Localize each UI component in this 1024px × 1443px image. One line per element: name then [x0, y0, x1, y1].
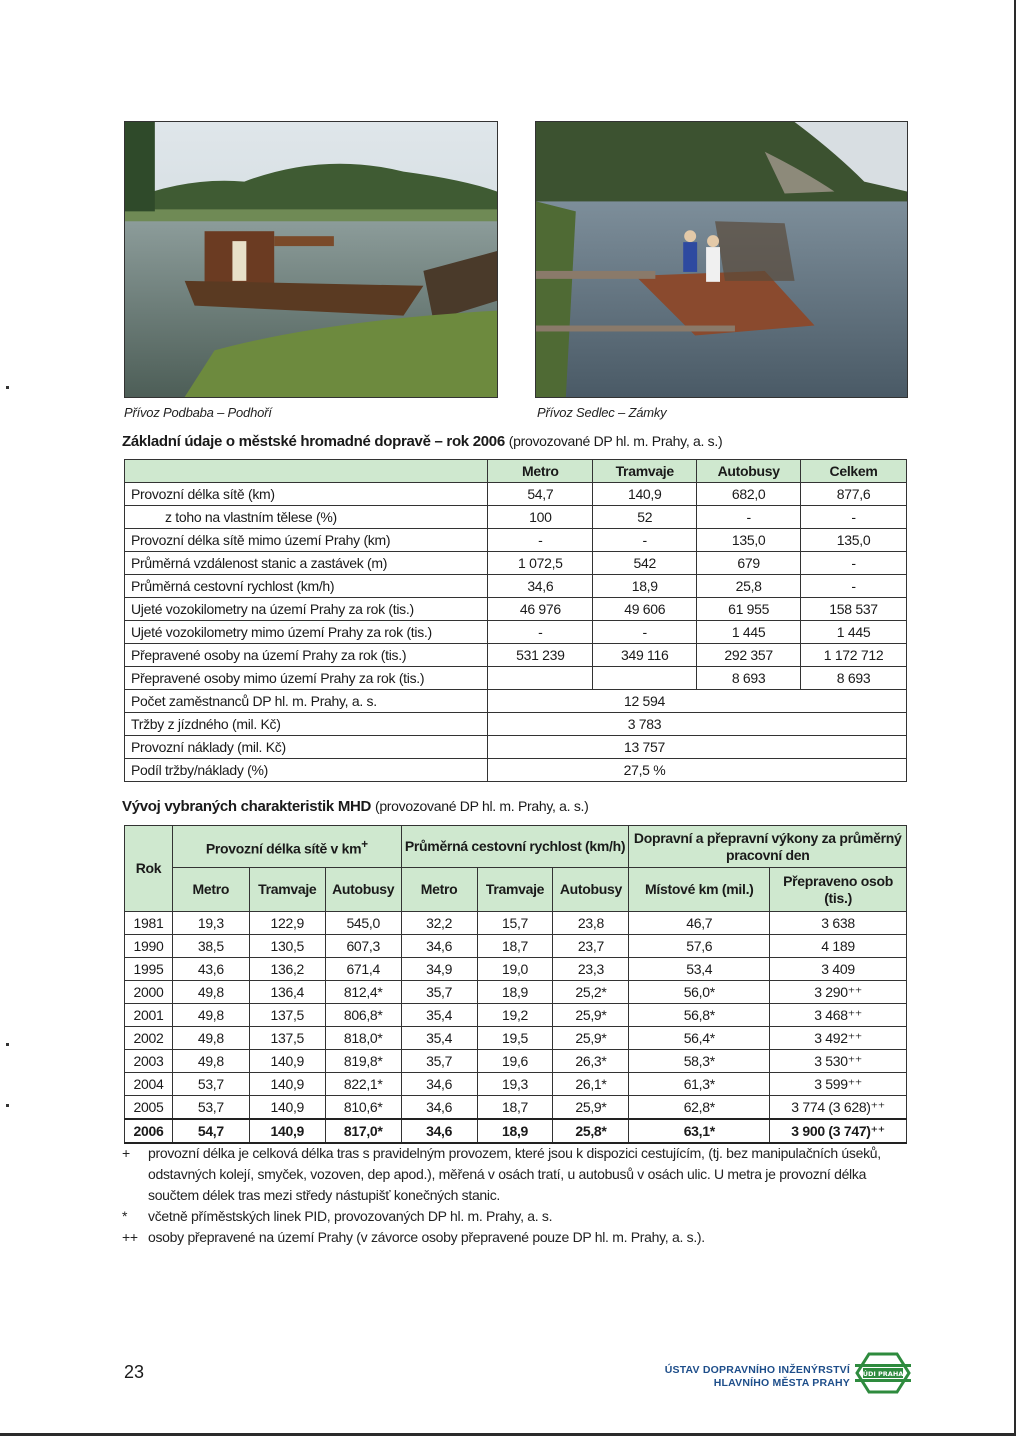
table-cell-merged: 13 757 — [488, 736, 801, 759]
table-cell-merged: 12 594 — [488, 690, 801, 713]
row-label: z toho na vlastním tělese (%) — [125, 506, 488, 529]
footnote-text: osoby přepravené na území Prahy (v závorce osoby přepravené pouze DP hl. m. Prahy, a. s.). — [148, 1229, 705, 1245]
organization-line-2: HLAVNÍHO MĚSTA PRAHY — [713, 1377, 850, 1389]
table-cell: 3 638 — [770, 912, 907, 935]
plus-marker: + — [361, 837, 368, 851]
table-cell: 607,3 — [325, 935, 401, 958]
table-cell: - — [801, 575, 907, 598]
table-cell: 38,5 — [172, 935, 249, 958]
scan-mark — [6, 1043, 9, 1046]
mhd-history-table — [124, 825, 907, 1144]
table-row — [125, 529, 907, 552]
table-cell-empty — [801, 759, 907, 782]
table-cell: 19,0 — [477, 958, 553, 981]
table-cell: 137,5 — [249, 1027, 325, 1050]
table-cell: 18,7 — [477, 935, 553, 958]
subheader: Metro — [401, 868, 477, 912]
logo-text: ÚDI PRAHA — [862, 1370, 904, 1378]
table-row — [125, 1027, 907, 1050]
subheader: Tramvaje — [249, 868, 325, 912]
table-cell: 34,6 — [488, 575, 593, 598]
table-row — [125, 575, 907, 598]
table-subheader-row — [125, 868, 907, 912]
section1-title-main: Základní údaje o městské hromadné dopravě – rok 2006 — [122, 433, 505, 450]
header-network-length — [172, 826, 401, 868]
year-cell: 1990 — [125, 935, 173, 958]
footnote-text: provozní délka je celková délka tras s pravidelným provozem, které jsou k dispozici cestujícím, (tj. bez manipulačních úseků, odstavných kolejí, smyček, vozoven, dep apod.), měřená v osách tratí, u autobusů v osách ulic. U metra je provozní délka součtem délek tras mezi středy nástupišť konečných stanic. — [148, 1145, 881, 1203]
table-cell: 19,6 — [477, 1050, 553, 1073]
table-cell: - — [801, 552, 907, 575]
row-label: Přepravené osoby na území Prahy za rok (tis.) — [125, 644, 488, 667]
table-cell: 49,8 — [172, 1050, 249, 1073]
table-cell: 43,6 — [172, 958, 249, 981]
table-row — [125, 1096, 907, 1120]
table-cell: 4 189 — [770, 935, 907, 958]
table-cell: 34,6 — [401, 1073, 477, 1096]
table-cell-empty — [801, 713, 907, 736]
table-cell: - — [488, 621, 593, 644]
photo-ferry-podbaba — [124, 121, 498, 398]
table-cell: 812,4* — [325, 981, 401, 1004]
footnote — [122, 1143, 912, 1206]
table-cell: 49,8 — [172, 1027, 249, 1050]
table-cell: 26,1* — [553, 1073, 629, 1096]
table-row — [125, 667, 907, 690]
table-cell: 1 072,5 — [488, 552, 593, 575]
table-cell: 49 606 — [593, 598, 697, 621]
table-row — [125, 506, 907, 529]
footnote-symbol: + — [122, 1145, 130, 1161]
table-cell: 61 955 — [697, 598, 801, 621]
scan-mark — [6, 1104, 9, 1107]
table-row — [125, 759, 907, 782]
table-cell: 137,5 — [249, 1004, 325, 1027]
table-cell: 25,8 — [697, 575, 801, 598]
table-cell: 34,9 — [401, 958, 477, 981]
subheader: Místové km (mil.) — [629, 868, 770, 912]
table-cell: - — [593, 529, 697, 552]
table-cell: 18,9 — [477, 981, 553, 1004]
table-cell: 52 — [593, 506, 697, 529]
table-row — [125, 598, 907, 621]
row-label: Provozní délka sítě (km) — [125, 483, 488, 506]
table-cell: 61,3* — [629, 1073, 770, 1096]
subheader: Autobusy — [553, 868, 629, 912]
table-cell: 135,0 — [801, 529, 907, 552]
year-cell: 2006 — [125, 1119, 173, 1143]
header-corner — [125, 460, 488, 483]
header-rok: Rok — [125, 826, 173, 912]
table-cell: 3 468⁺⁺ — [770, 1004, 907, 1027]
photo-caption-left: Přívoz Podbaba – Podhoří — [124, 405, 272, 420]
year-cell: 2000 — [125, 981, 173, 1004]
footnotes — [122, 1143, 912, 1248]
footnote — [122, 1227, 912, 1248]
subheader: Přepraveno osob (tis.) — [770, 868, 907, 912]
table-cell: 23,3 — [553, 958, 629, 981]
table-row — [125, 958, 907, 981]
table-cell: 34,6 — [401, 935, 477, 958]
row-label: Ujeté vozokilometry na území Prahy za rok (tis.) — [125, 598, 488, 621]
scan-mark — [6, 386, 9, 389]
table-cell: 18,7 — [477, 1096, 553, 1120]
table-cell: 3 492⁺⁺ — [770, 1027, 907, 1050]
table-cell: 130,5 — [249, 935, 325, 958]
table-cell: - — [801, 506, 907, 529]
table-cell: 25,8* — [553, 1119, 629, 1143]
table-cell: 671,4 — [325, 958, 401, 981]
table-cell: 806,8* — [325, 1004, 401, 1027]
row-label: Provozní délka sítě mimo území Prahy (km) — [125, 529, 488, 552]
table-cell: 25,9* — [553, 1027, 629, 1050]
table-row — [125, 552, 907, 575]
footnote-symbol: ++ — [122, 1229, 138, 1245]
table-cell: 810,6* — [325, 1096, 401, 1120]
table-cell: 57,6 — [629, 935, 770, 958]
subheader: Autobusy — [325, 868, 401, 912]
section2-title-note: (provozované DP hl. m. Prahy, a. s.) — [374, 798, 589, 814]
year-cell: 2001 — [125, 1004, 173, 1027]
table-cell: 349 116 — [593, 644, 697, 667]
year-cell: 2002 — [125, 1027, 173, 1050]
table-cell: 54,7 — [488, 483, 593, 506]
footnote — [122, 1206, 912, 1227]
table-cell-empty — [801, 690, 907, 713]
row-label: Provozní náklady (mil. Kč) — [125, 736, 488, 759]
table-cell: 54,7 — [172, 1119, 249, 1143]
table-cell: 49,8 — [172, 981, 249, 1004]
year-cell: 1981 — [125, 912, 173, 935]
organization-line-1: ÚSTAV DOPRAVNÍHO INŽENÝRSTVÍ — [664, 1364, 850, 1376]
table-cell: 817,0* — [325, 1119, 401, 1143]
table-cell: 19,3 — [477, 1073, 553, 1096]
table-cell: 679 — [697, 552, 801, 575]
table-row — [125, 483, 907, 506]
photo-ferry-sedlec — [535, 121, 908, 398]
section1-title — [122, 433, 722, 450]
table-cell: 682,0 — [697, 483, 801, 506]
table-header-row — [125, 826, 907, 868]
table-cell: - — [488, 529, 593, 552]
table-cell: 25,9* — [553, 1004, 629, 1027]
table-cell: 25,9* — [553, 1096, 629, 1120]
row-label: Přepravené osoby mimo území Prahy za rok (tis.) — [125, 667, 488, 690]
section1-title-note: (provozované DP hl. m. Prahy, a. s.) — [508, 433, 723, 449]
table-cell: 545,0 — [325, 912, 401, 935]
table-cell-merged: 3 783 — [488, 713, 801, 736]
column-header: Tramvaje — [593, 460, 697, 483]
table-cell: 15,7 — [477, 912, 553, 935]
table-cell: 136,2 — [249, 958, 325, 981]
table-cell: 819,8* — [325, 1050, 401, 1073]
table-cell: 8 693 — [697, 667, 801, 690]
row-label: Průměrná cestovní rychlost (km/h) — [125, 575, 488, 598]
column-header: Celkem — [801, 460, 907, 483]
table-cell: 23,7 — [553, 935, 629, 958]
column-header: Metro — [488, 460, 593, 483]
table-cell: 56,8* — [629, 1004, 770, 1027]
udi-logo-icon — [855, 1350, 911, 1396]
table-cell-merged: 27,5 % — [488, 759, 801, 782]
row-label: Tržby z jízdného (mil. Kč) — [125, 713, 488, 736]
row-label: Ujeté vozokilometry mimo území Prahy za rok (tis.) — [125, 621, 488, 644]
table-cell: 46 976 — [488, 598, 593, 621]
table-cell: 35,4 — [401, 1027, 477, 1050]
footnote-text: včetně příměstských linek PID, provozovaných DP hl. m. Prahy, a. s. — [148, 1208, 553, 1224]
table-cell: 877,6 — [801, 483, 907, 506]
table-cell: 1 172 712 — [801, 644, 907, 667]
table-cell: 140,9 — [249, 1119, 325, 1143]
table-cell — [593, 667, 697, 690]
section2-title-main: Vývoj vybraných charakteristik MHD — [122, 798, 372, 815]
year-cell: 2003 — [125, 1050, 173, 1073]
table-cell: 136,4 — [249, 981, 325, 1004]
table-row — [125, 1073, 907, 1096]
column-header: Autobusy — [697, 460, 801, 483]
table-row — [125, 621, 907, 644]
table-cell: 19,2 — [477, 1004, 553, 1027]
table-cell: - — [697, 506, 801, 529]
year-cell: 2005 — [125, 1096, 173, 1120]
table-cell: 135,0 — [697, 529, 801, 552]
table-cell: 25,2* — [553, 981, 629, 1004]
table-cell: 35,7 — [401, 1050, 477, 1073]
table-cell: 100 — [488, 506, 593, 529]
table-row — [125, 644, 907, 667]
row-label: Průměrná vzdálenost stanic a zastávek (m) — [125, 552, 488, 575]
table-cell: 8 693 — [801, 667, 907, 690]
table-row — [125, 690, 907, 713]
table-row — [125, 1050, 907, 1073]
table-cell: 35,4 — [401, 1004, 477, 1027]
table-row — [125, 981, 907, 1004]
table-row — [125, 935, 907, 958]
table-cell: 46,7 — [629, 912, 770, 935]
footnote-symbol: * — [122, 1208, 128, 1224]
history-table-body — [125, 912, 907, 1144]
table-row — [125, 1119, 907, 1143]
table-cell: 53,7 — [172, 1073, 249, 1096]
table-cell: 34,6 — [401, 1096, 477, 1120]
table-cell: 1 445 — [801, 621, 907, 644]
table-cell — [488, 667, 593, 690]
table-cell: 3 530⁺⁺ — [770, 1050, 907, 1073]
table-cell: 23,8 — [553, 912, 629, 935]
table-cell: 53,7 — [172, 1096, 249, 1120]
table-cell: 34,6 — [401, 1119, 477, 1143]
table-cell: 140,9 — [249, 1096, 325, 1120]
table-cell: 32,2 — [401, 912, 477, 935]
table-cell: 531 239 — [488, 644, 593, 667]
table-cell: 62,8* — [629, 1096, 770, 1120]
table-cell: 822,1* — [325, 1073, 401, 1096]
table-row — [125, 713, 907, 736]
page-number: 23 — [124, 1362, 145, 1382]
table-cell: 3 409 — [770, 958, 907, 981]
table-cell: 56,4* — [629, 1027, 770, 1050]
year-cell: 1995 — [125, 958, 173, 981]
header-travel-speed: Průměrná cestovní rychlost (km/h) — [401, 826, 629, 868]
table-cell-empty — [801, 736, 907, 759]
table-cell: 56,0* — [629, 981, 770, 1004]
table-header-row — [125, 460, 907, 483]
table-cell: 158 537 — [801, 598, 907, 621]
table-cell: 3 900 (3 747)⁺⁺ — [770, 1119, 907, 1143]
table-cell: 1 445 — [697, 621, 801, 644]
subheader: Tramvaje — [477, 868, 553, 912]
table-cell: 19,3 — [172, 912, 249, 935]
table-cell: 18,9 — [477, 1119, 553, 1143]
table-cell: - — [593, 621, 697, 644]
table-cell: 49,8 — [172, 1004, 249, 1027]
table-cell: 19,5 — [477, 1027, 553, 1050]
row-label: Podíl tržby/náklady (%) — [125, 759, 488, 782]
header-transport-performance: Dopravní a přepravní výkony za průměrný pracovní den — [629, 826, 907, 868]
table-cell: 58,3* — [629, 1050, 770, 1073]
section2-title — [122, 798, 589, 815]
table-row — [125, 1004, 907, 1027]
table-cell: 818,0* — [325, 1027, 401, 1050]
table-cell: 3 599⁺⁺ — [770, 1073, 907, 1096]
photo-caption-right: Přívoz Sedlec – Zámky — [537, 405, 667, 420]
year-cell: 2004 — [125, 1073, 173, 1096]
table-cell: 35,7 — [401, 981, 477, 1004]
table-cell: 3 774 (3 628)⁺⁺ — [770, 1096, 907, 1120]
table-row — [125, 736, 907, 759]
table-row — [125, 912, 907, 935]
table-cell: 542 — [593, 552, 697, 575]
header-network-length-text: Provozní délka sítě v km — [205, 840, 362, 857]
basic-data-table — [124, 459, 907, 782]
table-cell: 292 357 — [697, 644, 801, 667]
table-cell: 26,3* — [553, 1050, 629, 1073]
table-cell: 140,9 — [593, 483, 697, 506]
table-cell: 3 290⁺⁺ — [770, 981, 907, 1004]
table-cell: 18,9 — [593, 575, 697, 598]
subheader: Metro — [172, 868, 249, 912]
table-cell: 140,9 — [249, 1073, 325, 1096]
table-cell: 140,9 — [249, 1050, 325, 1073]
row-label: Počet zaměstnanců DP hl. m. Prahy, a. s. — [125, 690, 488, 713]
organization-name — [640, 1364, 850, 1390]
table-cell: 122,9 — [249, 912, 325, 935]
table-cell: 53,4 — [629, 958, 770, 981]
table-cell: 63,1* — [629, 1119, 770, 1143]
